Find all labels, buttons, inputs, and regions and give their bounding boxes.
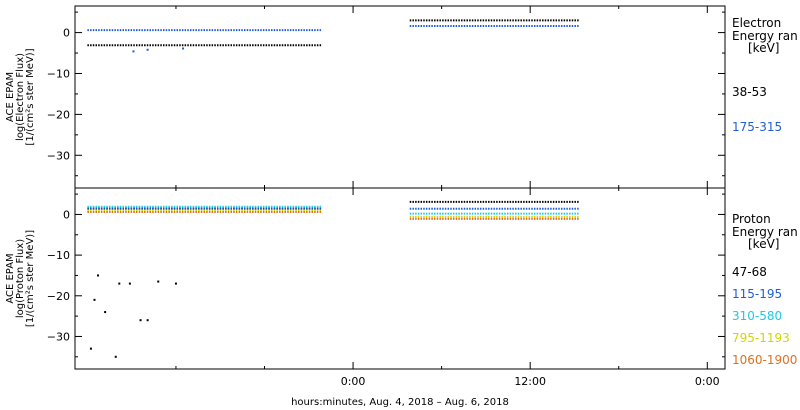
legend-entry: 795-1193 (732, 331, 790, 345)
y-tick-label: −30 (46, 330, 70, 344)
series-1060-1900 (87, 212, 579, 219)
plot-frame (75, 6, 725, 188)
data-point (147, 319, 149, 321)
plot-frame (75, 188, 725, 369)
legend-title: Proton (732, 212, 771, 226)
data-point (93, 299, 95, 301)
y-axis-label-line: log(Proton Flux) (15, 238, 26, 319)
legend-subtitle: Energy ran (732, 225, 798, 239)
series-115-195 (87, 208, 579, 209)
y-tick-label: −20 (46, 289, 70, 303)
legend-entry: 1060-1900 (732, 353, 798, 367)
legend-entry: 115-195 (732, 287, 783, 301)
data-point (115, 356, 117, 358)
y-tick-label: −30 (46, 149, 70, 163)
y-tick-label: 0 (63, 208, 70, 222)
legend-subtitle: Energy ran (732, 29, 798, 43)
y-axis-label (5, 48, 36, 145)
x-tick-label: 0:00 (694, 375, 720, 388)
data-point (90, 348, 92, 350)
y-axis-label-line: [1/(cm²s ster MeV)] (25, 48, 36, 146)
data-point (147, 49, 149, 51)
legend-entry: 47-68 (732, 265, 767, 279)
legend-title: Electron (732, 16, 782, 30)
y-axis-label-line: ACE EPAM (5, 253, 16, 304)
series-38-53 (87, 20, 579, 45)
x-tick-label: 12:00 (514, 375, 547, 388)
y-tick-label: 0 (63, 26, 70, 40)
data-point (132, 50, 134, 52)
y-axis-label-line: [1/(cm²s ster MeV)] (25, 229, 36, 328)
data-point (97, 274, 99, 276)
y-tick-label: −10 (46, 249, 70, 263)
legend-unit: [keV] (748, 237, 780, 251)
data-point (118, 283, 120, 285)
y-tick-label: −10 (46, 67, 70, 81)
data-point (129, 283, 131, 285)
data-point (157, 281, 159, 283)
legend-entry: 175-315 (732, 120, 783, 134)
y-axis-label (5, 230, 36, 327)
series-175-315 (87, 26, 579, 30)
x-tick-label: 0:00 (340, 375, 366, 388)
legend-entry: 38-53 (732, 85, 767, 99)
data-point (140, 319, 142, 321)
y-axis-label-line: ACE EPAM (5, 71, 16, 123)
data-point (175, 283, 177, 285)
data-point (104, 311, 106, 313)
panel-electron (5, 6, 798, 188)
y-tick-label: −20 (46, 108, 70, 122)
legend-unit: [keV] (748, 41, 780, 55)
data-point (182, 48, 184, 50)
y-axis-label-line: log(Electron Flux) (15, 52, 26, 142)
panel-proton (5, 188, 798, 369)
legend-entry: 310-580 (732, 309, 783, 323)
x-axis-label: hours:minutes, Aug. 4, 2018 – Aug. 6, 2018 (291, 397, 509, 408)
